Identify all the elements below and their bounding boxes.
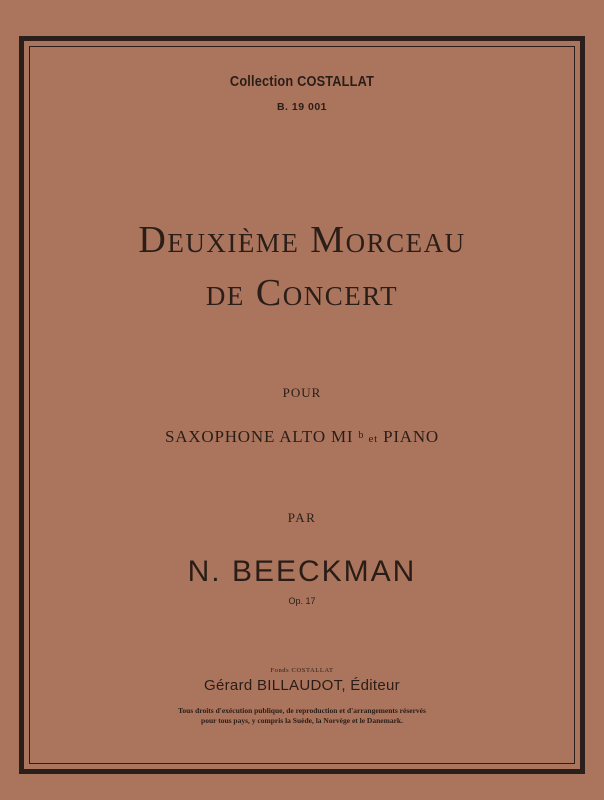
title-line-1: Deuxième Morceau [138, 219, 466, 261]
title-line-2: de Concert [205, 272, 399, 314]
instrumentation [0, 427, 604, 447]
fonds-label: Fonds COSTALLAT [270, 667, 334, 674]
flat-sign: b [358, 430, 364, 441]
composer-name: N. BEECKMAN [187, 555, 417, 588]
publisher-name: Gérard BILLAUDOT, Éditeur [204, 677, 400, 694]
rights-notice-line-1: Tous droits d'exécution publique, de reproduction et d'arrangements réservés [178, 706, 426, 715]
instrument-piano: PIANO [383, 427, 440, 446]
pour-label: POUR [282, 385, 322, 400]
catalog-number: B. 19 001 [276, 101, 328, 113]
collection-name: Collection COSTALLAT [229, 74, 375, 90]
instrument-et: et [368, 433, 378, 445]
rights-notice-line-2: pour tous pays, y compris la Suède, la Norvège et le Danemark. [201, 716, 403, 725]
opus-number: Op. 17 [288, 596, 316, 606]
instrument-main: SAXOPHONE ALTO MI [164, 427, 354, 446]
par-label: PAR [287, 510, 317, 525]
inner-border-frame [29, 46, 575, 764]
